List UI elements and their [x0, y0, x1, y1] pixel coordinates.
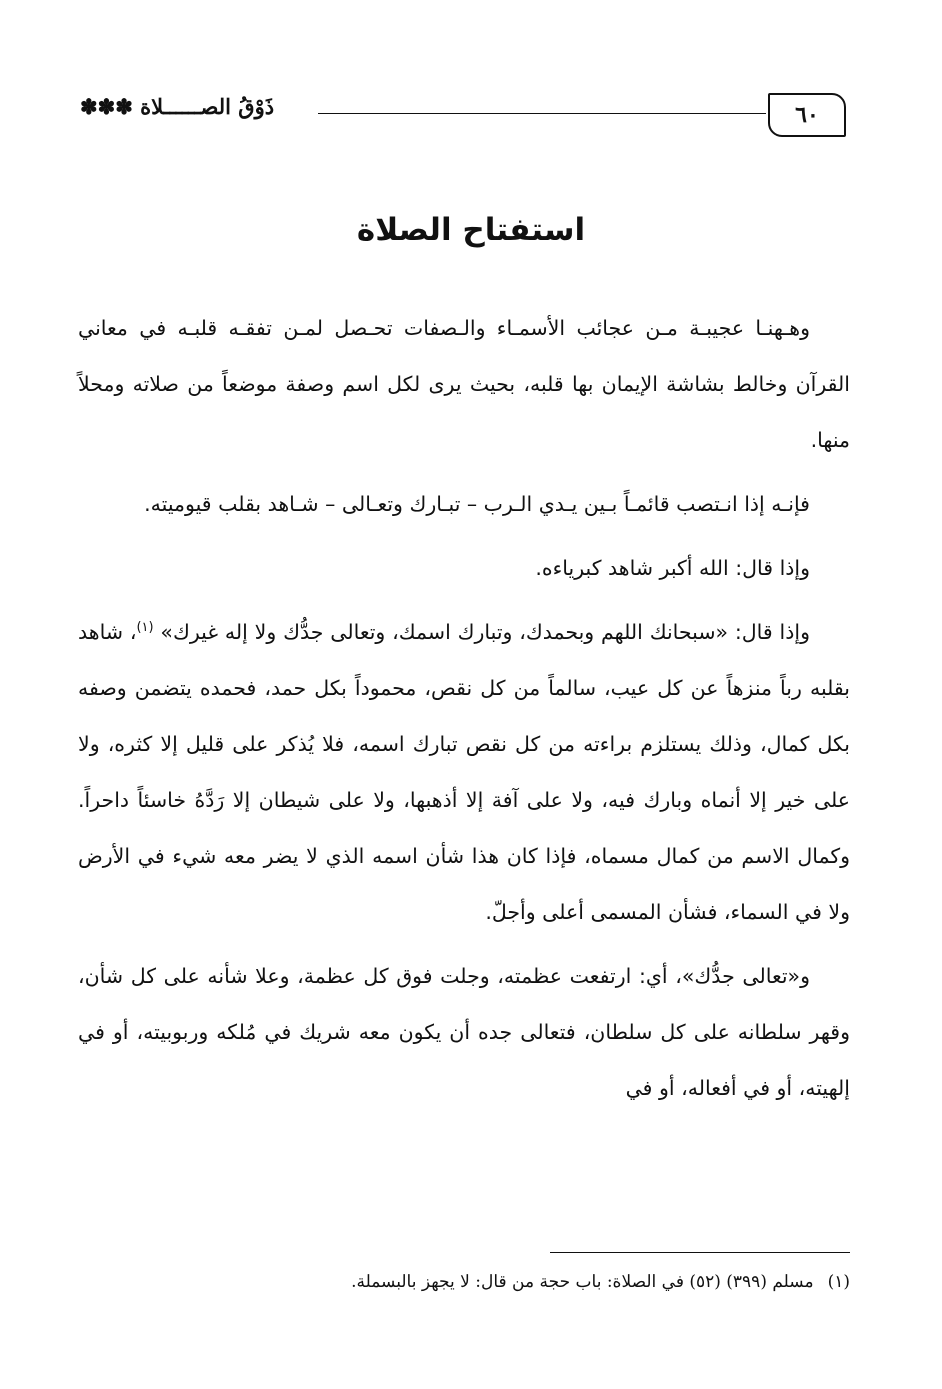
- header-rule: [318, 113, 766, 114]
- footnote-text: مسلم (٣٩٩) (٥٢) في الصلاة: باب حجة من قال: لا يجهز بالبسملة.: [351, 1272, 814, 1292]
- page-number: ٦٠: [768, 93, 846, 137]
- running-title: ذَوْقُ الصــــــلاة ✽✽✽: [80, 94, 275, 119]
- paragraph: وإذا قال: الله أكبر شاهد كبرياءه.: [535, 556, 810, 580]
- footnote: [150, 1272, 850, 1292]
- paragraph: وهـهنـا عجيبـة مـن عجائب الأسمـاء والـصفات تحـصل لمـن تفقـه قلبـه في معاني القرآن وخالط بشاشة الإيمان بها قلبه، بحيث يرى لكل اسم وصفة موضعاً من صلاته ومحلاً منها.: [78, 316, 850, 452]
- paragraph: فإنـه إذا انـتصب قائمـاً بـين يـدي الـرب – تبـارك وتعـالى – شـاهد بقلب قيوميته.: [144, 492, 810, 516]
- page-header: [70, 88, 856, 140]
- footnote-rule: [550, 1252, 850, 1253]
- body-text: [78, 300, 850, 1124]
- footnote-reference: (١): [136, 620, 154, 636]
- footnote-number: (١): [827, 1272, 850, 1292]
- chapter-title: استفتاح الصلاة: [356, 212, 586, 248]
- paragraph: و«تعالى جدُّك»، أي: ارتفعت عظمته، وجلت فوق كل عظمة، وعلا شأنه على كل شأن، وقهر سلطانه على كل سلطان، فتعالى جده أن يكون معه شريك في مُلكه وربوبيته، أو في إلهيته، أو في أفعاله، أو في: [78, 964, 850, 1100]
- paragraph: وإذا قال: «سبحانك اللهم وبحمدك، وتبارك اسمك، وتعالى جدُّك ولا إله غيرك» $^{(١)}$، شاهد بقلبه رباً منزهاً عن كل عيب، سالماً من كل نقص، محموداً بكل حمد، فحمده يتضمن وصفه بكل كمال، وذلك يستلزم براءته من كل نقص تبارك اسمه، فلا يُذكر على قليل إلا كثره، ولا على خير إلا أنماه وبارك فيه، ولا على آفة إلا أذهبها، ولا على شيطان إلا رَدَّهُ خاسئاً داحراً. وكمال الاسم من كمال مسماه، فإذا كان هذا شأن اسمه الذي لا يضر معه شيء في الأرض ولا في السماء، فشأن المسمى أعلى وأجلّ.: [78, 620, 850, 924]
